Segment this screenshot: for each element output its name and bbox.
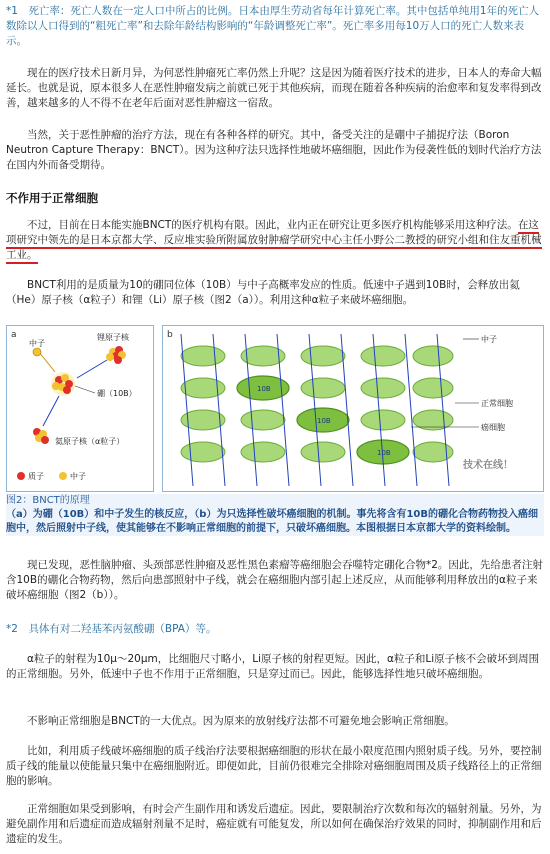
panel-a-diagram [7, 326, 153, 491]
boron-pointer [75, 386, 95, 393]
panel-a-letter: a [11, 330, 17, 340]
figure-watermark: 技术在线！ [463, 460, 513, 471]
footnote-2 [6, 622, 544, 637]
paragraph-5: 现已发现，恶性脑肿瘤、头颈部恶性肿瘤及恶性黑色素瘤等癌细胞会吞噬特定硼化合物*2。因此，先给患者注射含10B的硼化合物药物，然后向患部照射中子线，就会在癌细胞内部引起上述反应，从而能够利用释放出的α粒子来破坏癌细胞（图2（b））。 [6, 559, 543, 601]
paragraph-3-start: 不过，目前在日本能实施BNCT的医疗机构有限。因此，业内正在研究让更多医疗机构能够采用这种疗法。 [27, 219, 518, 231]
cancer-cell-1-label: 10B [257, 385, 271, 393]
label-helium: 氦原子核（α粒子） [55, 437, 125, 446]
paragraph-1: 现在的医疗技术日新月异，为何恶性肿瘤死亡率仍然上升呢？这是因为随着医疗技术的进步，日本人的寿命大幅延长。也就是说，原本很多人在恶性肿瘤发病之前就已死于其他疾病，而现在随着各种疾病的治愈率和复发率得到改善，越来越多的人不得不在老年后面对恶性肿瘤这一宿敌。 [6, 67, 542, 109]
incoming-neutron [33, 348, 41, 356]
lithium-nucleus [106, 346, 126, 364]
label-neutron-a: 中子 [29, 339, 45, 348]
paragraph-4: BNCT利用的是质量为10的硼同位体（10B）与中子高概率发应的性质。低速中子遇到10B时，会释放出氦（He）原子核（α粒子）和锂（Li）原子核（图2（a））。利用这种α粒子来破坏癌细胞。 [6, 279, 520, 306]
boron-nucleus [51, 372, 75, 396]
legend-proton-swatch [17, 472, 25, 480]
label-boron: 硼（10B） [97, 389, 137, 398]
footnote-1-marker: *1 [6, 5, 18, 17]
panel-b-letter: b [167, 330, 173, 340]
neutron-arrow-line [39, 352, 55, 372]
section-heading: 不作用于正常细胞 [6, 191, 98, 205]
figure-2 [6, 325, 544, 492]
paragraph-6: α粒子的射程为10μ～20μm，比细胞尺寸略小，Li原子核的射程更短。因此，α粒子和Li原子核不会破坏到周围的正常细胞。另外，低速中子也不作用于正常细胞，只是穿过而已。因此，能够选择性地只破坏癌细胞。 [6, 653, 540, 680]
panel-b-diagram [163, 326, 543, 491]
helium-trajectory [43, 396, 59, 426]
label-cancer-cell: 癌细胞 [481, 423, 505, 432]
figure-panel-b [162, 325, 544, 492]
figure-caption-title: 图2：BNCT的原理 [6, 495, 90, 506]
label-neutron-b: 中子 [481, 335, 497, 344]
cancer-cell-3-label: 10B [377, 449, 391, 457]
label-normal-cell: 正常细胞 [481, 399, 513, 408]
footnote-2-marker: *2 [6, 623, 18, 635]
helium-nucleus [33, 428, 49, 444]
paragraph-3-highlight: 在这项研究中领先的是日本京都大学、反应堆实验所附属放射肿瘤学研究中心主任小野公二教授的研究小组和住友重机械工业。 [6, 219, 542, 264]
figure-panel-a [6, 325, 154, 492]
footnote-1-text: 死亡率：死亡人数在一定人口中所占的比例。日本由厚生劳动省每年计算死亡率。其中包括单纯用1年的死亡人数除以人口得到的“粗死亡率”和去除年龄结构影响的“年龄调整死亡率”。死亡率多用每10万人口的死亡人数来表示。 [6, 5, 540, 47]
footnote-2-text: 具体有对二羟基苯丙氨酸硼（BPA）等。 [28, 623, 217, 635]
paragraph-9: 正常细胞如果受到影响，有时会产生副作用和诱发后遗症。因此，要限制治疗次数和每次的辐射剂量。另外，为避免副作用和后遗症而造成辐射剂量不足时，癌症就有可能复发，所以如何在确保治疗效果的同时，抑制副作用和后遗症的发生。 [6, 803, 542, 845]
legend-neutron-swatch [59, 472, 67, 480]
legend-neutron: 中子 [70, 472, 86, 481]
paragraph-8: 比如，利用质子线破坏癌细胞的质子线治疗法要根据癌细胞的形状在最小限度范围内照射质子线。另外，要控制质子线的能量以使能量只集中在癌细胞附近。即便如此，目前仍很难完全排除对癌细胞周围及质子线路径上的正常细胞的影响。 [6, 745, 542, 787]
label-lithium: 锂原子核 [97, 333, 129, 342]
lithium-trajectory [77, 360, 107, 378]
paragraph-2: 当然，关于恶性肿瘤的治疗方法，现在有各种各样的研究。其中，备受关注的是硼中子捕捉疗法（Boron Neutron Capture Therapy：BNCT）。因为这种疗法只选择性地破坏癌细胞，因此作为侵袭性低的划时代治疗方法在国内外而备受期待。 [6, 129, 542, 171]
paragraph-3 [6, 218, 544, 263]
footnote-1 [6, 4, 544, 49]
figure-caption [6, 494, 544, 536]
paragraph-7: 不影响正常细胞是BNCT的一大优点。因为原来的放射线疗法都不可避免地会影响正常细胞。 [27, 715, 455, 727]
cancer-cell-2-label: 10B [317, 417, 331, 425]
legend-proton: 质子 [28, 472, 44, 481]
figure-caption-body: （a）为硼（10B）和中子发生的核反应，（b）为只选择性破坏癌细胞的机制。事先将含有10B的硼化合物药物投入癌细胞中，然后照射中子线，使其能够在不影响正常细胞的前提下，只破坏癌细胞。本图根据日本京都大学的资料绘制。 [6, 509, 538, 534]
